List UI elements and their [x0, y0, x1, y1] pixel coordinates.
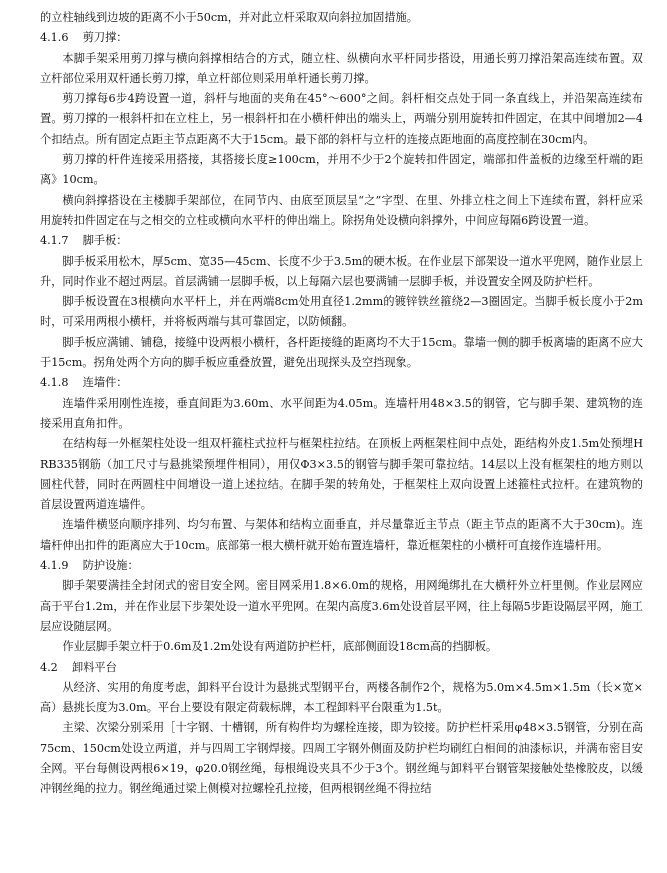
- paragraph: 脚手板应满铺、铺稳，接缝中设两根小横杆，各杆距接缝的距离均不大于15cm。靠墙一侧的脚手板离墙的距离不应大于15cm。拐角处两个方向的脚手板应重叠放置，避免出现探头及空挡现象。: [40, 335, 643, 370]
- section-heading: 4.1.8 连墙件：: [40, 376, 128, 390]
- paragraph: 剪刀撑的杆件连接采用搭接，其搭接长度≥100cm，并用不少于2个旋转扣件固定，端部扣件盖板的边缘至杆端的距离》10cm。: [40, 153, 643, 187]
- paragraph: 脚手板设置在3根横向水平杆上，并在两端8cm处用直径1.2mm的镀锌铁丝箍绕2—3圈固定。当脚手板长度小于2m时，可采用两根小横杆，并将板两端与其可靠固定，以防倾翻。: [40, 295, 643, 329]
- paragraph: 连墙件横竖向顺序排列、均匀布置、与架体和结构立面垂直，并尽量靠近主节点（距主节点的距离不大于30cm)。连墙杆伸出扣件的距离应大于10cm。底部第一根大横杆就开始布置连墙杆，靠近框架柱的小横杆可直接作连墙杆用。: [40, 518, 643, 552]
- paragraph: 的立柱轴线到边坡的距离不小于50cm，并对此立杆采取双向斜拉加固措施。: [40, 11, 418, 24]
- section-heading: 4.2 卸料平台: [40, 660, 117, 674]
- paragraph: 剪刀撑每6步4跨设置一道，斜杆与地面的夹角在45°～600°之间。斜杆相交点处于同一条直线上，并沿架高连续布置。剪刀撑的一根斜杆扣在立柱上，另一根斜杆扣在小横杆伸出的端头上，两端分别用旋转扣件固定，在其中间增加2—4个扣结点。所有固定点距主节点距离不大于15cm。最下部的斜杆与立杆的连接点距地面的高度控制在30cm内。: [40, 92, 643, 146]
- section-heading: 4.1.6 剪刀撑：: [40, 31, 128, 45]
- paragraph: 主梁、次梁分别采用［十字钢、十槽钢，所有构件均为螺栓连接，即为铰接。防护栏杆采用φ48×3.5钢管，分别在高75cm、150cm处设立两道，并与四周工字钢焊接。四周工字钢外侧面及防护栏均刷红白相间的油漆标识，并满布密目安全网。平台每侧设两根6×19，φ20.0钢丝绳，每根绳设夹具不少于3个。钢丝绳与卸料平台钢管架接触处垫橡胶皮，以缓冲钢丝绳的拉力。钢丝绳通过梁上侧模对拉螺栓孔拉接，但两根钢丝绳不得拉结: [40, 721, 643, 796]
- section-heading: 4.1.7 脚手板：: [40, 234, 128, 248]
- paragraph: 在结构每一外框架柱处设一组双杆箍柱式拉杆与框架柱拉结。在顶板上两框架柱间中点处，距结构外皮1.5m处预埋HRB335钢筋（加工尺寸与悬挑梁预埋件相同），用仅Φ3×3.5的钢管与脚手架可靠拉结。14层以上没有框架柱的地方则以圆柱代替，同时在两圆柱中间增设一道上述拉结。在脚手架的转角处，于框架柱上双向设置上述箍柱式拉杆。在建筑物的首层设置两道连墙件。: [40, 437, 643, 512]
- paragraph: 横向斜撑搭设在主楼脚手架部位，在同节内、由底至顶层呈“之”字型、在里、外排立柱之间上下连续布置，斜杆应采用旋转扣件固定在与之相交的立柱或横向水平杆的伸出端上。除拐角处设横向斜撑外，中间应每隔6跨设置一道。: [40, 193, 643, 227]
- section-heading: 4.1.9 防护设施：: [40, 559, 139, 573]
- paragraph: 脚手架要满挂全封闭式的密目安全网。密目网采用1.8×6.0m的规格，用网绳绑扎在大横杆外立杆里侧。作业层网应高于平台1.2m，并在作业层下步架处设一道水平兜网。在架内高度3.6m处设首层平网，往上每隔5步距设隔层平网，施工层应设随层网。: [40, 579, 643, 633]
- paragraph: 连墙件采用刚性连接，垂直间距为3.60m、水平间距为4.05m。连墙杆用48×3.5的钢管，它与脚手架、建筑物的连接采用直角扣件。: [40, 396, 643, 430]
- paragraph: 作业层脚手架立杆于0.6m及1.2m处设有两道防护栏杆，底部侧面设18cm高的挡脚板。: [62, 640, 498, 654]
- paragraph: 本脚手架采用剪刀撑与横向斜撑相结合的方式，随立柱、纵横向水平杆同步搭设，用通长剪刀撑沿架高连续布置。双立杆部位采用双杆通长剪刀撑，单立杆部位则采用单杆通长剪刀撑。: [40, 51, 643, 85]
- paragraph: 从经济、实用的角度考虑，卸料平台设计为悬挑式型钢平台，两楼各制作2个，规格为5.0m×4.5m×1.5m（长×宽×高）悬挑长度为3.0m。平台上要设有限定荷载标牌，本工程卸料平台限重为1.5t。: [40, 680, 643, 715]
- paragraph: 脚手板采用松木，厚5cm、宽35—45cm、长度不少于3.5m的硬木板。在作业层下部架设一道水平兜网，随作业层上升，同时作业不超过两层。首层满铺一层脚手板，以上每隔六层也要满铺一层脚手板，并设置安全网及防护栏杆。: [40, 254, 643, 288]
